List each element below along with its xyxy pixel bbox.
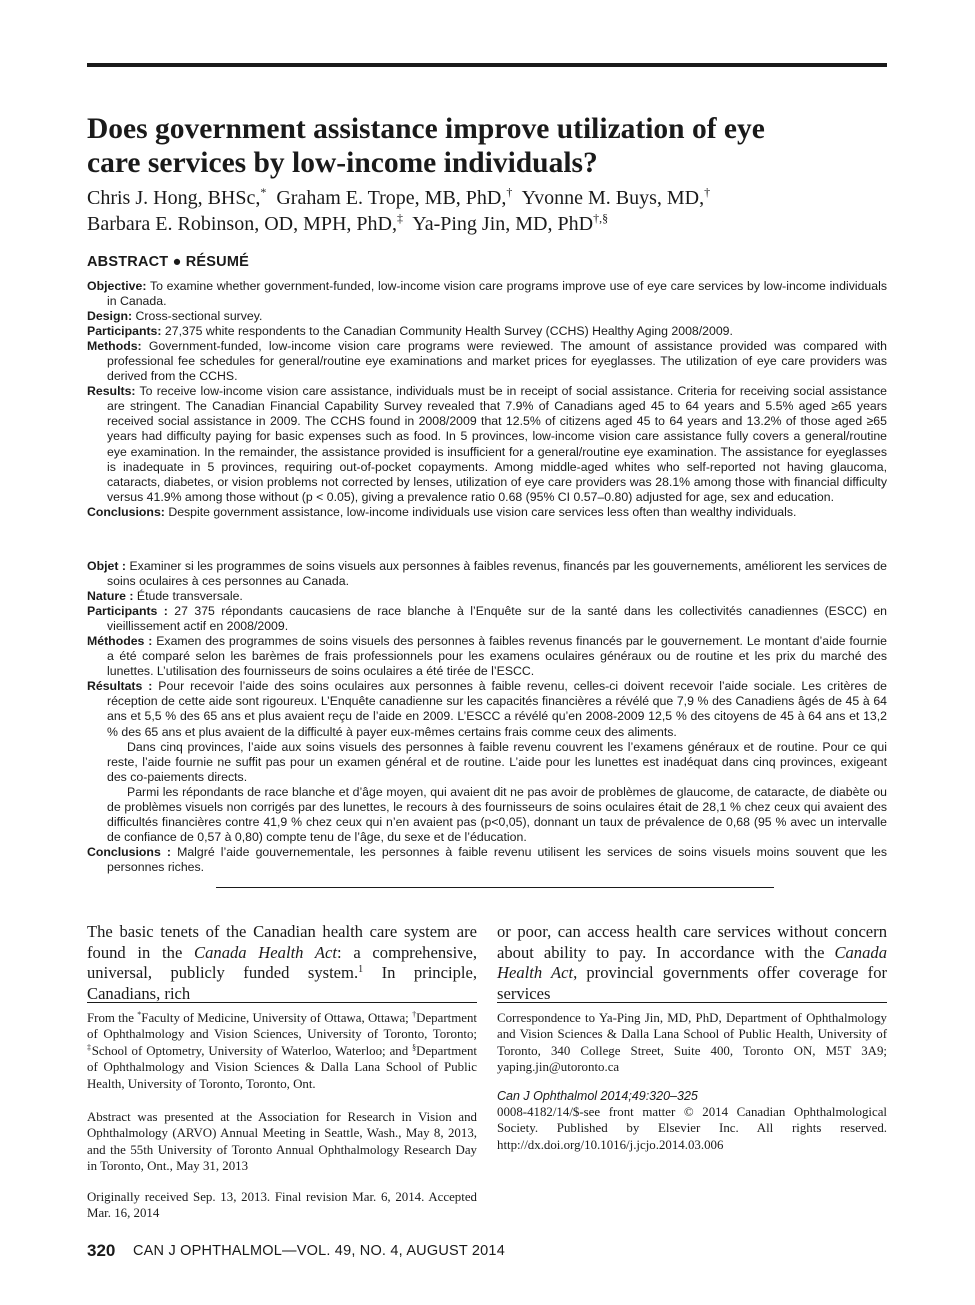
journal-citation: Can J Ophthalmol 2014;49:320–325 (497, 1089, 698, 1103)
law-title: Canada Health Act (497, 942, 887, 982)
author-affiliation-mark: ‡ (397, 211, 403, 225)
section-label: Méthodes : (87, 634, 153, 649)
section-text: 27,375 white respondents to the Canadian Community Health Survey (CCHS) Healthy Aging 2008/2009. (164, 324, 733, 339)
body-text: In principle, Canadians, rich (87, 963, 478, 1003)
section-text: Examiner si les programmes de soins visuels aux personnes à faibles revenus, financés par les gouvernements, améliorent les services de soins oculaires à ces personnes au Canada. (107, 559, 887, 589)
section-text: To receive low-income vision care assistance, individuals must be in receipt of social assistance. Criteria for receiving social assistance are stringent. The Canadian Financial Capability Survey revealed that 7.9% of Canadians aged 45 to 64 years and 5.5% aged ≥65 years received social assistance in 2009. The CCHS found in 2008/2009 that 12.5% of citizens aged 45 to 64 years and 13.2% of those aged ≥65 years had difficulty paying for basic expenses such as food. In 5 provinces, low-income vision care assistance fully covers a general/routine eye examination. In the remainder, the assistance provided is insufficient for a general/routine eye examination. The assistance for eyeglasses is inadequate in 5 provinces, requiring out-of-pocket copayments. Among middle-aged whites who self-reported not having glaucoma, cataracts, diabetes, or vision problems not corrected by lenses, utilization of eye care providers was 28.1% among those with financial difficulty versus 41.9% among those without (p < 0.05), giving a prevalence ratio 0.68 (95% CI 0.57–0.80) adjusted for age, sex and education. (107, 384, 887, 504)
resume-resultats-continued: Dans cinq provinces, l’aide aux soins visuels des personnes à faible revenu couvrent les l’examens généraux et de routine. Pour ce qui reste, l’aide fournie ne suffit pas pour un examen général et de routine. L’aide pour les lunettes est inadéquat dans cinq provinces, exigeant des co-paiements directs. (107, 739, 887, 784)
abstract-methods (87, 339, 887, 384)
author-name: Graham E. Trope, MB, PhD, (276, 187, 507, 209)
section-text: To examine whether government-funded, low-income vision care programs improve use of eye care services by low-income individuals in Canada. (107, 279, 887, 309)
abstract-objective (87, 279, 887, 309)
running-footer: CAN J OPHTHALMOL—VOL. 49, NO. 4, AUGUST 2014 (133, 1243, 505, 1259)
copyright-footnote: 0008-4182/14/$-see front matter © 2014 Canadian Ophthalmological Society. Published by Elsevier Inc. All rights reserved. http://dx.doi.org/10.1016/j.jcjo.2014.03.006 (497, 1105, 887, 1152)
section-text: Cross-sectional survey. (135, 309, 263, 324)
correspondence-footnote: Correspondence to Ya-Ping Jin, MD, PhD, Department of Ophthalmology and Vision Sciences & Dalla Lana School of Public Health, University of Toronto, 340 College Street, Suite 400, Toronto ON, M5T 3A9; yaping.jin@utoronto.ca (497, 1011, 887, 1075)
resume-participants (87, 604, 887, 634)
section-label: Participants : (87, 604, 168, 619)
section-text: 27 375 répondants caucasiens de race blanche à l’Enquête sur de la santé dans les collectivités canadiennes (ESCC) en vieillissement actif en 2008/2009. (107, 604, 887, 634)
author-name: Chris J. Hong, BHSc, (87, 187, 261, 209)
article-title: Does government assistance improve utilization of eye care services by low-income individuals? (87, 113, 765, 179)
affiliation-mark: * (137, 1010, 142, 1019)
body-text: or poor, can access health care services without concern about ability to pay. In accordance with the (497, 922, 887, 962)
law-title: Canada Health Act (194, 942, 337, 962)
section-text: Despite government assistance, low-income individuals use vision care services less often than wealthy individuals. (168, 504, 797, 519)
affiliation-mark: † (412, 1010, 417, 1019)
section-label: Conclusions : (87, 844, 171, 859)
section-label: Objet : (87, 559, 126, 573)
footnote-text: Department of Ophthalmology and Vision Sciences & Dalla Lana School of Public Health, University of Toronto, Toronto, Ont. (87, 1043, 478, 1091)
author-name: Yvonne M. Buys, MD, (521, 187, 705, 209)
resume-conclusions (87, 845, 887, 875)
footnote-rule (497, 1002, 887, 1003)
author-name: Ya-Ping Jin, MD, PhD (412, 213, 594, 235)
page-number: 320 (87, 1241, 116, 1260)
section-label: Design: (87, 309, 133, 324)
abstract-design (87, 309, 887, 324)
abstract-french (87, 559, 887, 875)
author-list (87, 185, 887, 237)
footnote-rule (87, 1002, 477, 1003)
body-column-left (87, 922, 477, 1004)
top-rule (87, 63, 887, 67)
section-label: Results: (87, 384, 136, 399)
body-column-right (497, 922, 887, 1004)
body-text: : a comprehensive, universal, publicly funded system. (87, 942, 477, 982)
footnote-text: From the (87, 1011, 138, 1025)
affiliation-mark: § (412, 1042, 417, 1052)
affiliations-footnote (87, 1010, 477, 1092)
presentation-footnote: Abstract was presented at the Association for Research in Vision and Ophthalmology (ARVO) Annual Meeting in Seattle, Wash., May 8, 2013, and the 55th University of Toronto Annual Ophthalmology Research Day in Toronto, Ont., May 31, 2013 (87, 1110, 477, 1174)
abstract-divider (216, 887, 774, 888)
section-label: Objective: (87, 279, 147, 293)
resume-methodes (87, 634, 887, 679)
section-label: Résultats : (87, 679, 153, 694)
author-affiliation-mark: † (506, 185, 513, 199)
section-text: Malgré l’aide gouvernementale, les personnes à faible revenu utilisent les services de soins visuels moins souvent que les personnes riches. (107, 844, 887, 874)
affiliation-mark: ‡ (87, 1042, 92, 1052)
footnote-text: School of Optometry, University of Waterloo, Waterloo; and (91, 1043, 413, 1058)
received-dates-footnote: Originally received Sep. 13, 2013. Final revision Mar. 6, 2014. Accepted Mar. 16, 2014 (87, 1190, 477, 1221)
abstract-heading: ABSTRACT ● RÉSUMÉ (87, 254, 249, 270)
abstract-participants (87, 324, 887, 339)
resume-objet (87, 559, 887, 589)
section-label: Conclusions: (87, 504, 165, 519)
section-label: Nature : (87, 589, 134, 604)
section-text: Examen des programmes de soins visuels des personnes à faibles revenus financés par le gouvernement. Le montant d’aide fournie a été comparé selon les barèmes de frais professionnels pour les examens oculaires généraux ou de routine et les prix du marché des lunettes. L’utilisation des fournisseurs de soins oculaires a été tirée de l’ESCC. (107, 634, 887, 679)
footnote-text: Department of Ophthalmology and Vision Sciences, University of Toronto, Toronto; (87, 1011, 477, 1042)
author-affiliation-mark: * (260, 185, 267, 199)
resume-resultats-continued: Parmi les répondants de race blanche et d’âge moyen, qui avaient dit ne pas avoir de problèmes de glaucome, de cataracte, de diabète ou de problèmes visuels non corrigés par des lunettes, le recours à des fournisseurs de soins oculaires était de 28,1 % chez ceux qui avaient des difficultés financières contre 41,9 % chez ceux qui n’en avaient pas (p<0,05), donnant un taux de prévalence de 0,68 (95 % avec un intervalle de confiance de 0,57 à 0,80) compte tenu de l’âge, du sexe et de l’éducation. (107, 784, 887, 844)
section-label: Methods: (87, 339, 142, 354)
author-name: Barbara E. Robinson, OD, MPH, PhD, (87, 213, 397, 235)
section-label: Participants: (87, 324, 162, 339)
resume-resultats (87, 679, 887, 739)
author-affiliation-mark: †,§ (593, 211, 609, 225)
abstract-conclusions (87, 505, 887, 520)
footnote-text: Faculty of Medicine, University of Ottawa, Ottawa; (141, 1011, 413, 1025)
body-text: , provincial governments offer coverage for services (497, 963, 888, 1003)
abstract-results (87, 384, 887, 504)
reference-link[interactable]: 1 (358, 964, 364, 975)
section-text: Pour recevoir l’aide des soins oculaires aux personnes à faible revenu, celles-ci doivent recevoir l’aide sociale. Les critères de réception de cette aide sont rigoureux. L’Enquête canadienne sur les capacités financières a révélé que 7,9 % des Canadiens âgés de 45 à 64 ans et 5,5 % des 65 ans et plus avaient reçu de l’aide en 2009. L’ESCC a révélé qu’en 2008-2009 12,5 % des citoyens de 45 à 64 ans et 13,2 % des 65 ans et plus avaient de la difficulté à payer eux-mêmes certains frais comme ceux des aliments. (107, 679, 887, 739)
resume-nature (87, 589, 887, 604)
section-text: Étude transversale. (136, 589, 243, 604)
author-affiliation-mark: † (704, 185, 711, 199)
abstract-english (87, 279, 887, 520)
section-text: Government-funded, low-income vision care programs were reviewed. The amount of assistance provided was compared with professional fee schedules for general/routine eye examinations and market prices for eyeglasses. The utilization of eye care providers was derived from the CCHS. (107, 339, 887, 384)
body-text: The basic tenets of the Canadian health care system are found in the (87, 922, 477, 962)
